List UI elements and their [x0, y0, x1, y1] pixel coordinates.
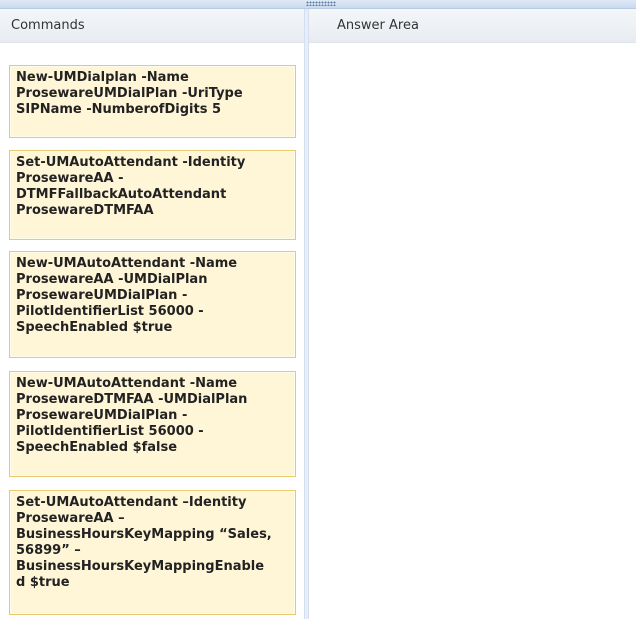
- command-line: New-UMAutoAttendant -Name: [16, 376, 238, 391]
- command-card-new-umautoattendant-speech-true[interactable]: [9, 251, 296, 358]
- answer-area-pane[interactable]: [309, 9, 636, 619]
- command-line: SIPName -NumberofDigits 5: [16, 102, 221, 117]
- command-line: DTMFFallbackAutoAttendant: [16, 187, 227, 202]
- command-card-new-umdialplan[interactable]: [9, 65, 296, 138]
- command-line: ProsewareUMDialPlan -: [16, 288, 188, 303]
- command-line: PilotIdentifierList 56000 -: [16, 304, 204, 319]
- command-list: [0, 43, 304, 619]
- command-line: New-UMDialplan -Name: [16, 70, 189, 85]
- command-line: Set-UMAutoAttendant –Identity: [16, 495, 247, 510]
- command-line: 56899” –: [16, 543, 81, 558]
- command-line: PilotIdentifierList 56000 -: [16, 424, 204, 439]
- command-card-new-umautoattendant-speech-false[interactable]: [9, 371, 296, 477]
- answer-area-header: Answer Area: [309, 9, 636, 43]
- command-card-set-umautoattendant-dtmf-fallback[interactable]: [9, 150, 296, 240]
- command-line: ProsewareDTMFAA: [16, 203, 154, 218]
- commands-header: Commands: [0, 9, 304, 43]
- command-line: ProsewareDTMFAA -UMDialPlan: [16, 392, 248, 407]
- command-line: New-UMAutoAttendant -Name: [16, 256, 238, 271]
- command-line: ProsewareUMDialPlan -: [16, 408, 188, 423]
- command-line: ProsewareAA –: [16, 511, 125, 526]
- command-line: BusinessHoursKeyMappingEnable: [16, 559, 265, 574]
- command-card-set-umautoattendant-business-hours[interactable]: [9, 490, 296, 615]
- command-line: SpeechEnabled $true: [16, 320, 173, 335]
- command-line: ProsewareUMDialPlan -UriType: [16, 86, 243, 101]
- command-line: Set-UMAutoAttendant -Identity: [16, 155, 246, 170]
- top-splitter-bar: [0, 0, 636, 9]
- commands-pane: [0, 9, 304, 619]
- splitter-grip-handle[interactable]: [306, 1, 336, 6]
- command-line: SpeechEnabled $false: [16, 440, 178, 455]
- command-line: ProsewareAA -: [16, 171, 124, 186]
- command-line: ProsewareAA -UMDialPlan: [16, 272, 208, 287]
- command-line: BusinessHoursKeyMapping “Sales,: [16, 527, 272, 542]
- command-line: d $true: [16, 575, 70, 590]
